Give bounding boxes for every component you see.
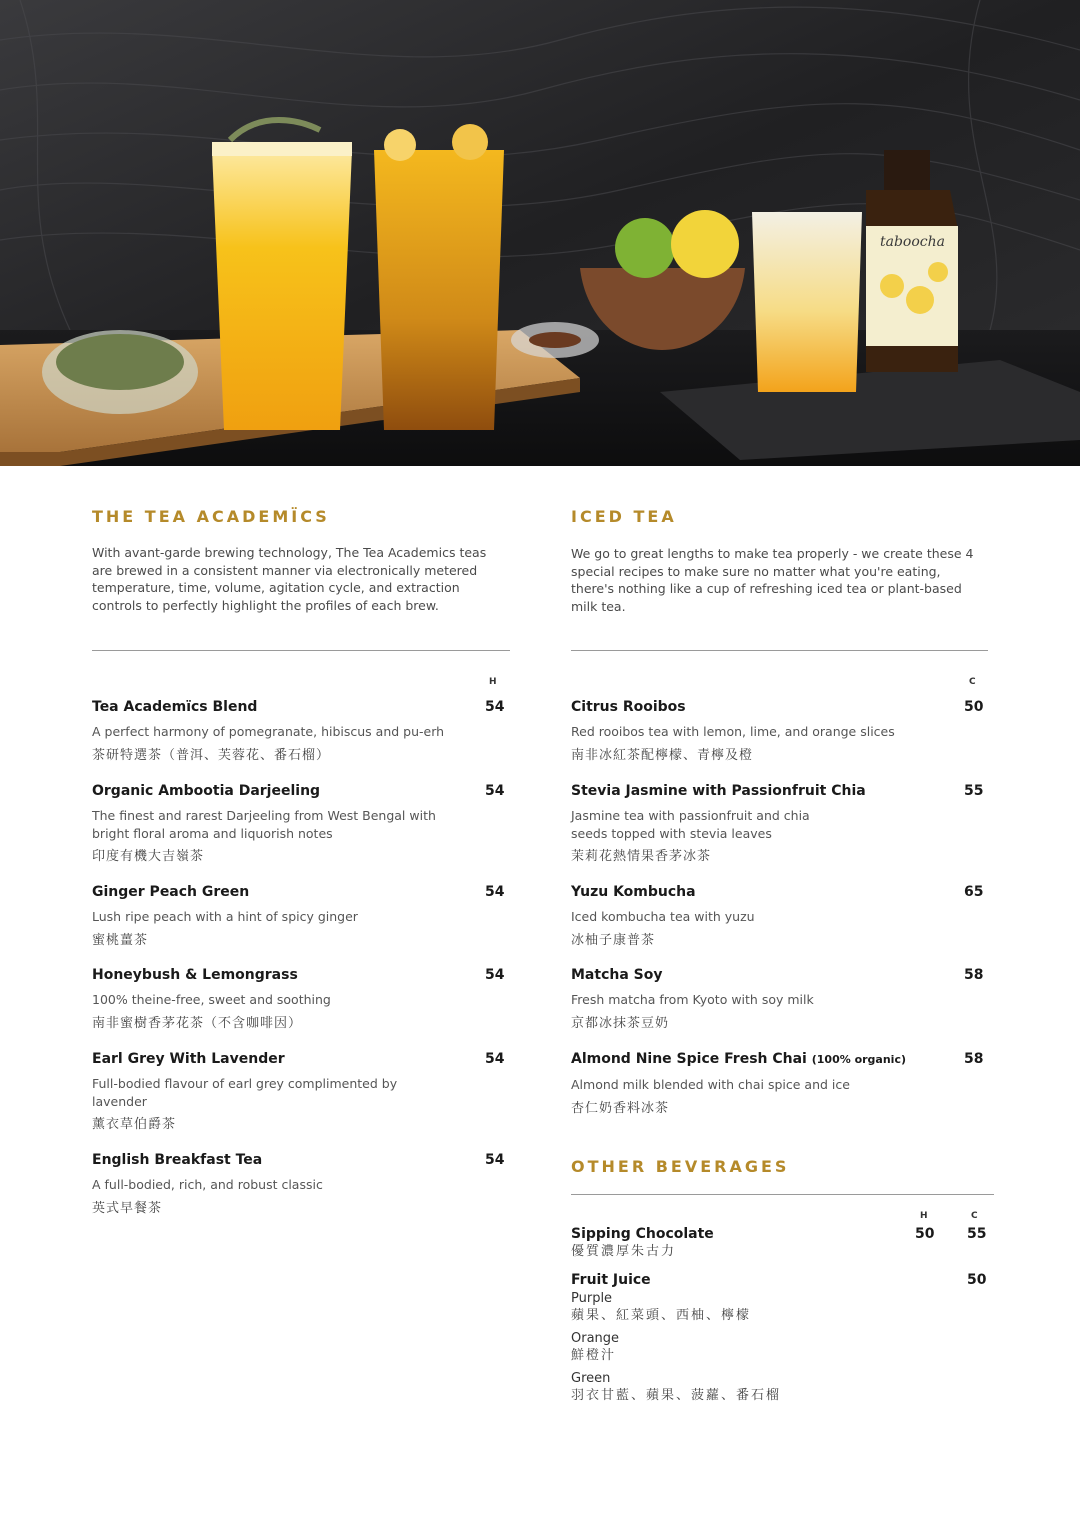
- menu-item: [92, 966, 510, 1033]
- item-price: 54: [485, 699, 505, 715]
- price-header-hot: H: [489, 677, 497, 687]
- item-name-suffix: (100% organic): [811, 1053, 907, 1066]
- item-description: Fresh matcha from Kyoto with soy milk: [571, 992, 814, 1007]
- item-name: Fruit Juice: [571, 1272, 651, 1288]
- section-title: ICED TEA: [571, 507, 677, 526]
- item-description: The finest and rarest Darjeeling from West Bengal with bright floral aroma and liquorish notes: [92, 808, 436, 841]
- item-name: [571, 1050, 994, 1069]
- hero-photo: [0, 0, 1080, 466]
- item-description: Jasmine tea with passionfruit and chia seeds topped with stevia leaves: [571, 808, 810, 841]
- item-price: 54: [485, 1051, 505, 1067]
- item-description: A perfect harmony of pomegranate, hibiscus and pu-erh: [92, 724, 445, 739]
- section-divider: [92, 650, 510, 651]
- beverage-item: [571, 1271, 994, 1404]
- item-description: Iced kombucha tea with yuzu: [571, 909, 755, 924]
- juice-option-chinese: 鮮橙汁: [571, 1348, 617, 1363]
- menu-item: [571, 698, 994, 765]
- item-name: Matcha Soy: [571, 967, 663, 983]
- item-price: 55: [964, 783, 984, 799]
- item-chinese-name: 杏仁奶香料冰茶: [571, 1100, 670, 1116]
- menu-item: [571, 883, 994, 950]
- item-price: 58: [964, 967, 984, 983]
- menu-item: [571, 966, 994, 1033]
- juice-option-name: Green: [571, 1371, 611, 1386]
- bottle-label: taboocha: [880, 234, 945, 250]
- item-name: Ginger Peach Green: [92, 884, 250, 900]
- item-chinese-name: 冰柚子康普茶: [571, 932, 656, 948]
- item-name-text: Almond Nine Spice Fresh Chai: [571, 1051, 807, 1067]
- item-name: Tea Academïcs Blend: [92, 699, 258, 715]
- juice-option-chinese: 蘋果、紅菜頭、西柚、檸檬: [571, 1308, 752, 1323]
- item-name: Yuzu Kombucha: [571, 884, 696, 900]
- menu-item: [92, 1050, 510, 1134]
- menu-item: [92, 1151, 510, 1218]
- juice-option-chinese: 羽衣甘藍、蘋果、菠蘿、番石榴: [571, 1388, 782, 1403]
- item-chinese-name: 茉莉花熱情果香茅冰茶: [571, 849, 712, 864]
- menu-item: [92, 698, 510, 765]
- item-description: Lush ripe peach with a hint of spicy ginger: [92, 909, 358, 924]
- section-title: THE TEA ACADEMÏCS: [92, 507, 330, 526]
- item-description: Full-bodied flavour of earl grey complimented by lavender: [92, 1076, 398, 1109]
- item-chinese-name: 印度有機大吉嶺茶: [92, 849, 205, 864]
- price-header-cold: C: [969, 677, 976, 687]
- item-chinese-name: 薰衣草伯爵茶: [92, 1117, 177, 1132]
- item-description: Almond milk blended with chai spice and ice: [571, 1077, 850, 1092]
- section-divider: [571, 650, 988, 651]
- menu-item: [92, 883, 510, 950]
- item-description: Red rooibos tea with lemon, lime, and orange slices: [571, 724, 895, 739]
- item-name: Earl Grey With Lavender: [92, 1051, 285, 1067]
- item-price: 54: [485, 1152, 505, 1168]
- item-price: 50: [964, 699, 984, 715]
- menu-item: [571, 782, 994, 866]
- item-description: 100% theine-free, sweet and soothing: [92, 992, 331, 1007]
- item-name: Sipping Chocolate: [571, 1226, 714, 1242]
- item-price: 54: [485, 783, 505, 799]
- item-name: Honeybush & Lemongrass: [92, 967, 298, 983]
- section-title-other-beverages: OTHER BEVERAGES: [571, 1157, 790, 1176]
- item-price-cold: 50: [967, 1272, 987, 1288]
- item-chinese-name: 英式早餐茶: [92, 1200, 163, 1216]
- section-divider: [571, 1194, 994, 1195]
- beverage-item: [571, 1225, 994, 1260]
- item-price: 54: [485, 884, 505, 900]
- item-description: A full-bodied, rich, and robust classic: [92, 1177, 323, 1192]
- item-chinese-name: 京都冰抹茶豆奶: [571, 1015, 670, 1031]
- item-chinese-name: 南非蜜樹香茅花茶（不含咖啡因）: [92, 1015, 303, 1031]
- juice-option-name: Purple: [571, 1291, 613, 1306]
- item-price: 58: [964, 1051, 984, 1067]
- item-name: Stevia Jasmine with Passionfruit Chia: [571, 783, 866, 799]
- item-name: Organic Ambootia Darjeeling: [92, 783, 321, 799]
- item-name: English Breakfast Tea: [92, 1152, 263, 1168]
- item-price: 65: [964, 884, 984, 900]
- item-price-cold: 55: [967, 1226, 987, 1242]
- price-header-hot: H: [920, 1211, 928, 1221]
- menu-item: [92, 782, 510, 866]
- item-chinese-name: 優質濃厚朱古力: [571, 1244, 677, 1259]
- item-price-hot: 50: [915, 1226, 935, 1242]
- hero-illustration: [0, 0, 1080, 466]
- section-intro: We go to great lengths to make tea properly - we create these 4 special recipes to make sure no matter what you're eating, there's nothing like a cup of refreshing iced tea or plant-based milk tea.: [571, 546, 974, 614]
- item-chinese-name: 蜜桃薑茶: [92, 932, 149, 948]
- item-chinese-name: 南非冰紅茶配檸檬、青檸及橙: [571, 747, 754, 763]
- item-chinese-name: 茶研特選茶（普洱、芙蓉花、番石榴）: [92, 747, 331, 763]
- item-name: Citrus Rooibos: [571, 699, 686, 715]
- menu-item: [571, 1050, 994, 1118]
- juice-option-name: Orange: [571, 1331, 620, 1346]
- section-intro: With avant-garde brewing technology, The Tea Academics teas are brewed in a consistent manner via electronically metered temperature, time, volume, agitation cycle, and extraction controls to perfectly highlight the profiles of each brew.: [92, 545, 487, 613]
- price-header-cold: C: [971, 1211, 978, 1221]
- item-price: 54: [485, 967, 505, 983]
